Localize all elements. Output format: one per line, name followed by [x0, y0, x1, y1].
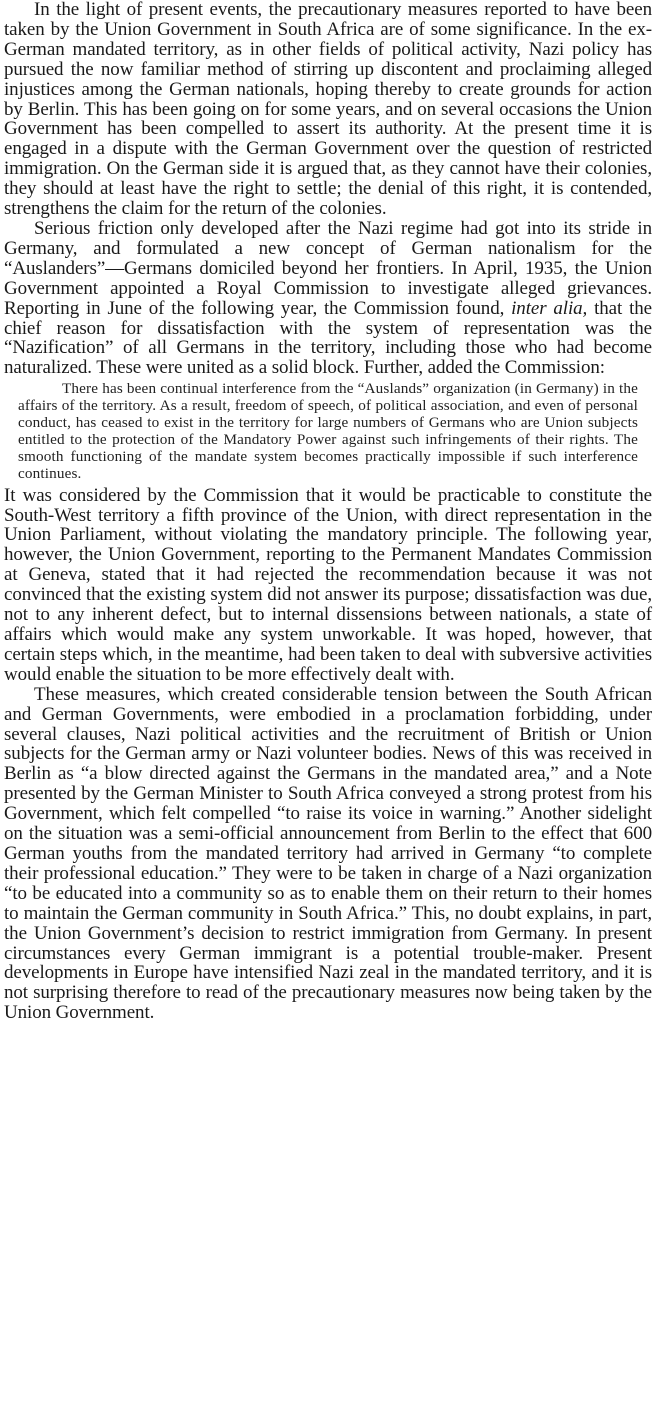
- paragraph-commission: [4, 219, 652, 378]
- paragraph-commission-text-2: that the chief reason for dissatisfaction with the system of representation was the “Nazification” of all Germans in the territory, including those who had become naturalized. These were united as a solid block. Further, added the Commission:: [4, 297, 652, 379]
- article-page: [4, 0, 652, 1023]
- commission-quote: There has been continual interference from the “Auslands” organization (in Germany) in the affairs of the territory. As a result, freedom of speech, of political association, and even of personal conduct, has ceased to exist in the territory for large numbers of Germans who are Union subjects entitled to the protection of the Mandatory Power against such infringements of their rights. The smooth functioning of the mandate system becomes practically impossible if such interference continues.: [18, 380, 638, 482]
- paragraph-measures: These measures, which created considerable tension between the South African and German Governments, were embodied in a proclamation forbidding, under several clauses, Nazi political activities and the recruitment of British or Union subjects for the German army or Nazi volunteer bodies. News of this was received in Berlin as “a blow directed against the Germans in the mandated area,” and a Note presented by the German Minister to South Africa conveyed a strong protest from his Government, which felt compelled “to raise its voice in warning.” Another sidelight on the situation was a semi-official announcement from Berlin to the effect that 600 German youths from the mandated territory had arrived in Germany “to complete their professional education.” They were to be taken in charge of a Nazi organization “to be educated into a community so as to enable them on their return to their homes to maintain the German community in South Africa.” This, no doubt explains, in part, the Union Government’s decision to restrict immigration from Germany. In present circumstances every German immigrant is a potential trouble-maker. Present developments in Europe have intensified Nazi zeal in the mandated territory, and it is not surprising therefore to read of the precautionary measures now being taken by the Union Government.: [4, 683, 652, 1024]
- inter-alia-italic: inter alia,: [511, 297, 588, 319]
- paragraph-fifth-province: It was considered by the Commission that it would be practicable to constitute the South-West territory a fifth province of the Union, with direct representation in the Union Parliament, without violating the mandatory principle. The following year, however, the Union Government, reporting to the Permanent Mandates Commission at Geneva, stated that it had rejected the recommendation because it was not convinced that the existing system did not answer its purpose; dissatisfaction was due, not to any inherent defect, but to internal dissensions between nationals, a state of affairs which would make any system unworkable. It was hoped, however, that certain steps which, in the meantime, had been taken to deal with subversive activities would enable the situation to be more effectively dealt with.: [4, 484, 652, 685]
- paragraph-commission-text-1: Serious friction only developed after the Nazi regime had got into its stride in Germany, and formulated a new concept of German nationalism for the “Auslanders”—Germans domiciled beyond her frontiers. In April, 1935, the Union Government appointed a Royal Commission to investigate alleged grievances. Reporting in June of the following year, the Commission found,: [4, 217, 652, 319]
- paragraph-intro: In the light of present events, the precautionary measures reported to have been taken by the Union Government in South Africa are of some significance. In the ex-German mandated territory, as in other fields of political activity, Nazi policy has pursued the now familiar method of stirring up discontent and proclaiming alleged injustices among the German nationals, hoping thereby to create grounds for action by Berlin. This has been going on for some years, and on several occasions the Union Government has been compelled to assert its authority. At the present time it is engaged in a dispute with the German Government over the question of restricted immigration. On the German side it is argued that, as they cannot have their colonies, they should at least have the right to settle; the denial of this right, it is contended, strengthens the claim for the return of the colonies.: [4, 0, 652, 220]
